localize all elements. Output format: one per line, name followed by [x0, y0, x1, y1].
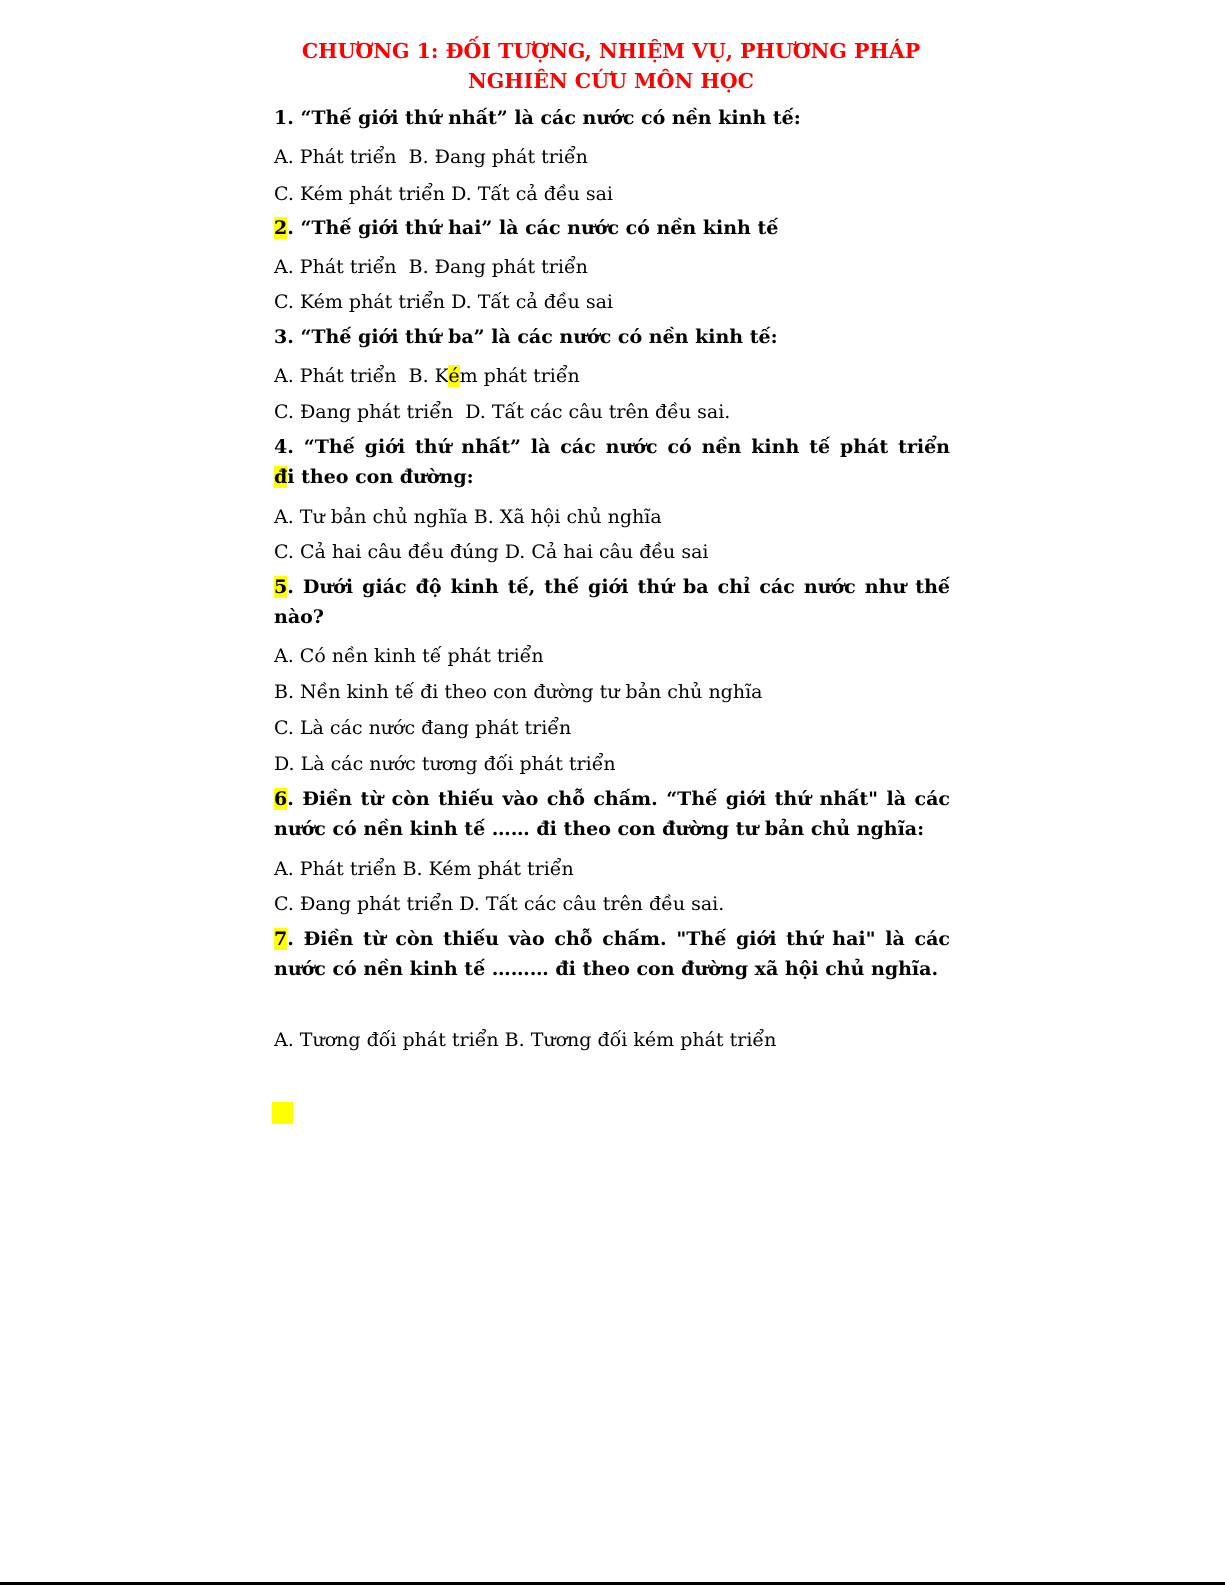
question-text: . Điền từ còn thiếu vào chỗ chấm. “Thế giới thứ nhất" là các nước có nền kinh tế …… đi theo con đường tư bản chủ nghĩa: — [274, 788, 950, 840]
option-text-highlight: é — [448, 365, 460, 387]
question-6-options-cd: C. Đang phát triển D. Tất các câu trên đều sai. — [274, 893, 725, 915]
question-1 — [274, 103, 950, 133]
chapter-title — [274, 36, 948, 96]
question-2-options-ab: A. Phát triển B. Đang phát triển — [274, 256, 588, 278]
question-5-option-c: C. Là các nước đang phát triển — [274, 717, 572, 739]
question-3-options-ab — [274, 363, 950, 389]
question-3 — [274, 322, 950, 352]
question-text: . “Thế giới thứ nhất” là các nước có nền kinh tế: — [287, 107, 801, 129]
question-text-highlight: đ — [274, 466, 288, 488]
question-4-continuation — [274, 462, 950, 492]
question-7-options-ab: A. Tương đối phát triển B. Tương đối kém phát triển — [274, 1029, 777, 1051]
question-1-options-ab: A. Phát triển B. Đang phát triển — [274, 146, 588, 168]
question-text: . “Thế giới thứ hai” là các nước có nền kinh tế — [287, 217, 779, 239]
question-4 — [274, 432, 950, 462]
option-text: m phát triển — [459, 365, 580, 387]
question-number: 1 — [274, 107, 288, 129]
option-text: A. Phát triển B. K — [274, 365, 449, 387]
question-text: i theo con đường: — [287, 466, 474, 488]
question-6 — [274, 784, 950, 844]
question-number-highlighted: 5 — [274, 576, 288, 598]
question-3-options-cd: C. Đang phát triển D. Tất các câu trên đều sai. — [274, 401, 731, 423]
question-text: . Điền từ còn thiếu vào chỗ chấm. "Thế giới thứ hai" là các nước có nền kinh tế ……… đi theo con đường xã hội chủ nghĩa. — [274, 928, 950, 980]
question-text: . Dưới giác độ kinh tế, thế giới thứ ba chỉ các nước như thế nào? — [274, 576, 950, 628]
question-number: 4 — [274, 436, 288, 458]
question-2-options-cd: C. Kém phát triển D. Tất cả đều sai — [274, 291, 614, 313]
question-7 — [274, 924, 950, 984]
question-number-highlighted: 2 — [274, 217, 288, 239]
question-number-highlighted: 7 — [274, 928, 288, 950]
question-5-option-a: A. Có nền kinh tế phát triển — [274, 645, 544, 667]
question-6-options-ab: A. Phát triển B. Kém phát triển — [274, 858, 574, 880]
question-text: . “Thế giới thứ ba” là các nước có nền kinh tế: — [287, 326, 778, 348]
question-number-highlighted: 6 — [274, 788, 288, 810]
question-5-option-d: D. Là các nước tương đối phát triển — [274, 753, 616, 775]
question-number: 3 — [274, 326, 288, 348]
question-1-options-cd: C. Kém phát triển D. Tất cả đều sai — [274, 183, 614, 205]
chapter-title-line-1: CHƯƠNG 1: ĐỐI TƯỢNG, NHIỆM VỤ, PHƯƠNG PHÁP — [301, 39, 921, 63]
chapter-title-line-2: NGHIÊN CỨU MÔN HỌC — [468, 69, 754, 93]
question-text: . “Thế giới thứ nhất” là các nước có nền kinh tế phát triển — [287, 436, 950, 458]
highlight-marker — [272, 1102, 293, 1124]
question-4-options-cd: C. Cả hai câu đều đúng D. Cả hai câu đều sai — [274, 541, 709, 563]
question-2 — [274, 213, 950, 243]
question-4-options-ab: A. Tư bản chủ nghĩa B. Xã hội chủ nghĩa — [274, 506, 662, 528]
question-5 — [274, 572, 950, 632]
question-5-option-b: B. Nền kinh tế đi theo con đường tư bản chủ nghĩa — [274, 681, 763, 703]
